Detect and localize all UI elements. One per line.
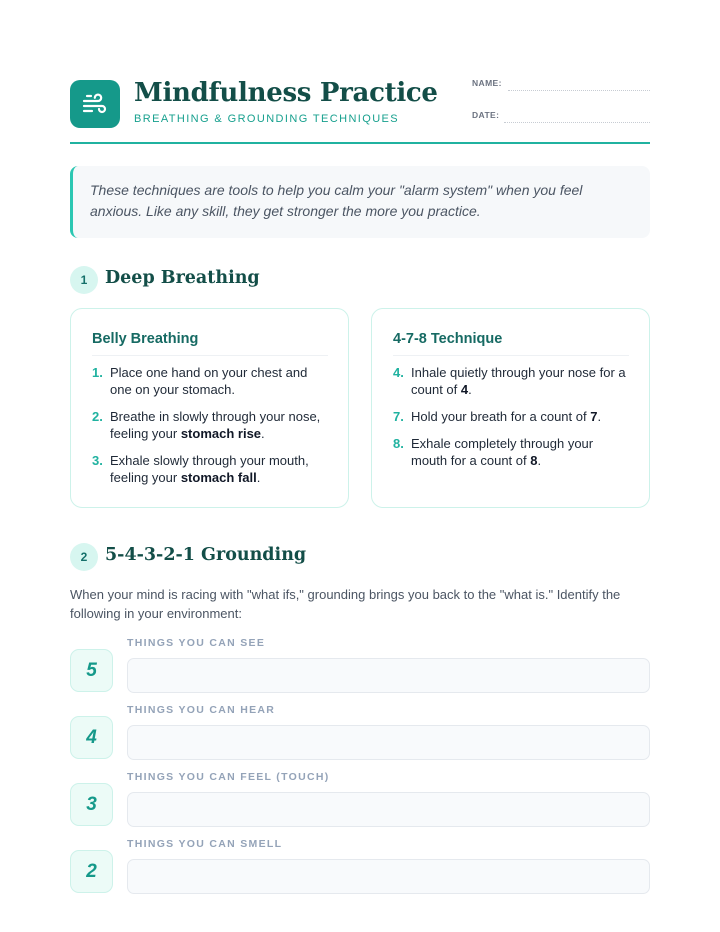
478-technique-card bbox=[371, 308, 650, 508]
card-title: Belly Breathing bbox=[92, 331, 328, 356]
step-item bbox=[92, 364, 328, 398]
grounding-row-smell bbox=[70, 838, 650, 897]
grounding-description: When your mind is racing with "what ifs," grounding brings you back to the "what is." Identify the following in your environment: bbox=[70, 587, 621, 621]
step-number: 3. bbox=[92, 453, 103, 468]
step-emphasis: 4 bbox=[460, 382, 469, 397]
step-number: 7. bbox=[393, 409, 404, 424]
step-number: 4. bbox=[393, 365, 404, 380]
page-subtitle: BREATHING & GROUNDING TECHNIQUES bbox=[134, 113, 400, 125]
section-2-badge: 2 bbox=[70, 543, 98, 571]
step-emphasis: stomach rise bbox=[180, 426, 262, 441]
page-title: Mindfulness Practice bbox=[134, 78, 438, 108]
count-badge: 2 bbox=[70, 850, 113, 893]
grounding-row-hear bbox=[70, 704, 650, 763]
step-text: Inhale quietly through your nose for a count of bbox=[411, 365, 626, 397]
step-item bbox=[393, 364, 629, 398]
date-line[interactable] bbox=[504, 122, 650, 123]
step-number: 2. bbox=[92, 409, 103, 424]
card-title: 4-7-8 Technique bbox=[393, 331, 629, 356]
step-text-end: . bbox=[468, 382, 472, 397]
name-label: NAME: bbox=[472, 78, 502, 88]
step-text: Place one hand on your chest and one on your stomach. bbox=[110, 365, 308, 397]
name-line[interactable] bbox=[508, 90, 650, 91]
step-text-end: . bbox=[261, 426, 265, 441]
step-list bbox=[92, 364, 328, 486]
step-item bbox=[92, 408, 328, 442]
section-2-title: 5-4-3-2-1 Grounding bbox=[105, 545, 307, 565]
grounding-row-feel bbox=[70, 771, 650, 830]
step-list bbox=[393, 364, 629, 469]
step-text: Exhale slowly through your mouth, feeling your bbox=[110, 453, 309, 485]
name-field[interactable] bbox=[472, 78, 650, 92]
see-input[interactable] bbox=[127, 658, 650, 693]
step-text: Breathe in slowly through your nose, feeling your bbox=[110, 409, 321, 441]
step-item bbox=[393, 408, 629, 425]
step-item bbox=[92, 452, 328, 486]
date-field[interactable] bbox=[472, 110, 650, 124]
count-badge: 4 bbox=[70, 716, 113, 759]
field-label: THINGS YOU CAN SMELL bbox=[127, 838, 283, 850]
step-text: Exhale completely through your mouth for a count of bbox=[411, 436, 594, 468]
step-emphasis: 7 bbox=[590, 409, 598, 424]
worksheet-page bbox=[70, 0, 650, 932]
hear-input[interactable] bbox=[127, 725, 650, 760]
step-emphasis: 8 bbox=[530, 453, 538, 468]
section-1-badge: 1 bbox=[70, 266, 98, 294]
step-number: 8. bbox=[393, 436, 404, 451]
step-number: 1. bbox=[92, 365, 103, 380]
count-badge: 5 bbox=[70, 649, 113, 692]
field-label: THINGS YOU CAN FEEL (TOUCH) bbox=[127, 771, 330, 783]
step-item bbox=[393, 435, 629, 469]
step-text: Hold your breath for a count of bbox=[411, 409, 591, 424]
step-text-end: . bbox=[537, 453, 542, 468]
date-label: DATE: bbox=[472, 110, 500, 120]
section-1-title: Deep Breathing bbox=[105, 268, 260, 288]
header-divider bbox=[70, 142, 650, 144]
intro-callout: These techniques are tools to help you calm your "alarm system" when you feel anxious. Like any skill, they get stronger the more you practice. bbox=[70, 166, 650, 238]
field-label: THINGS YOU CAN HEAR bbox=[127, 704, 276, 716]
smell-input[interactable] bbox=[127, 859, 650, 894]
belly-breathing-card bbox=[70, 308, 349, 508]
count-badge: 3 bbox=[70, 783, 113, 826]
feel-input[interactable] bbox=[127, 792, 650, 827]
grounding-row-see bbox=[70, 637, 650, 696]
wind-icon bbox=[70, 80, 120, 128]
field-label: THINGS YOU CAN SEE bbox=[127, 637, 266, 649]
step-text-end: . bbox=[256, 470, 261, 485]
step-emphasis: stomach fall bbox=[180, 470, 257, 485]
step-text-end: . bbox=[597, 409, 602, 424]
